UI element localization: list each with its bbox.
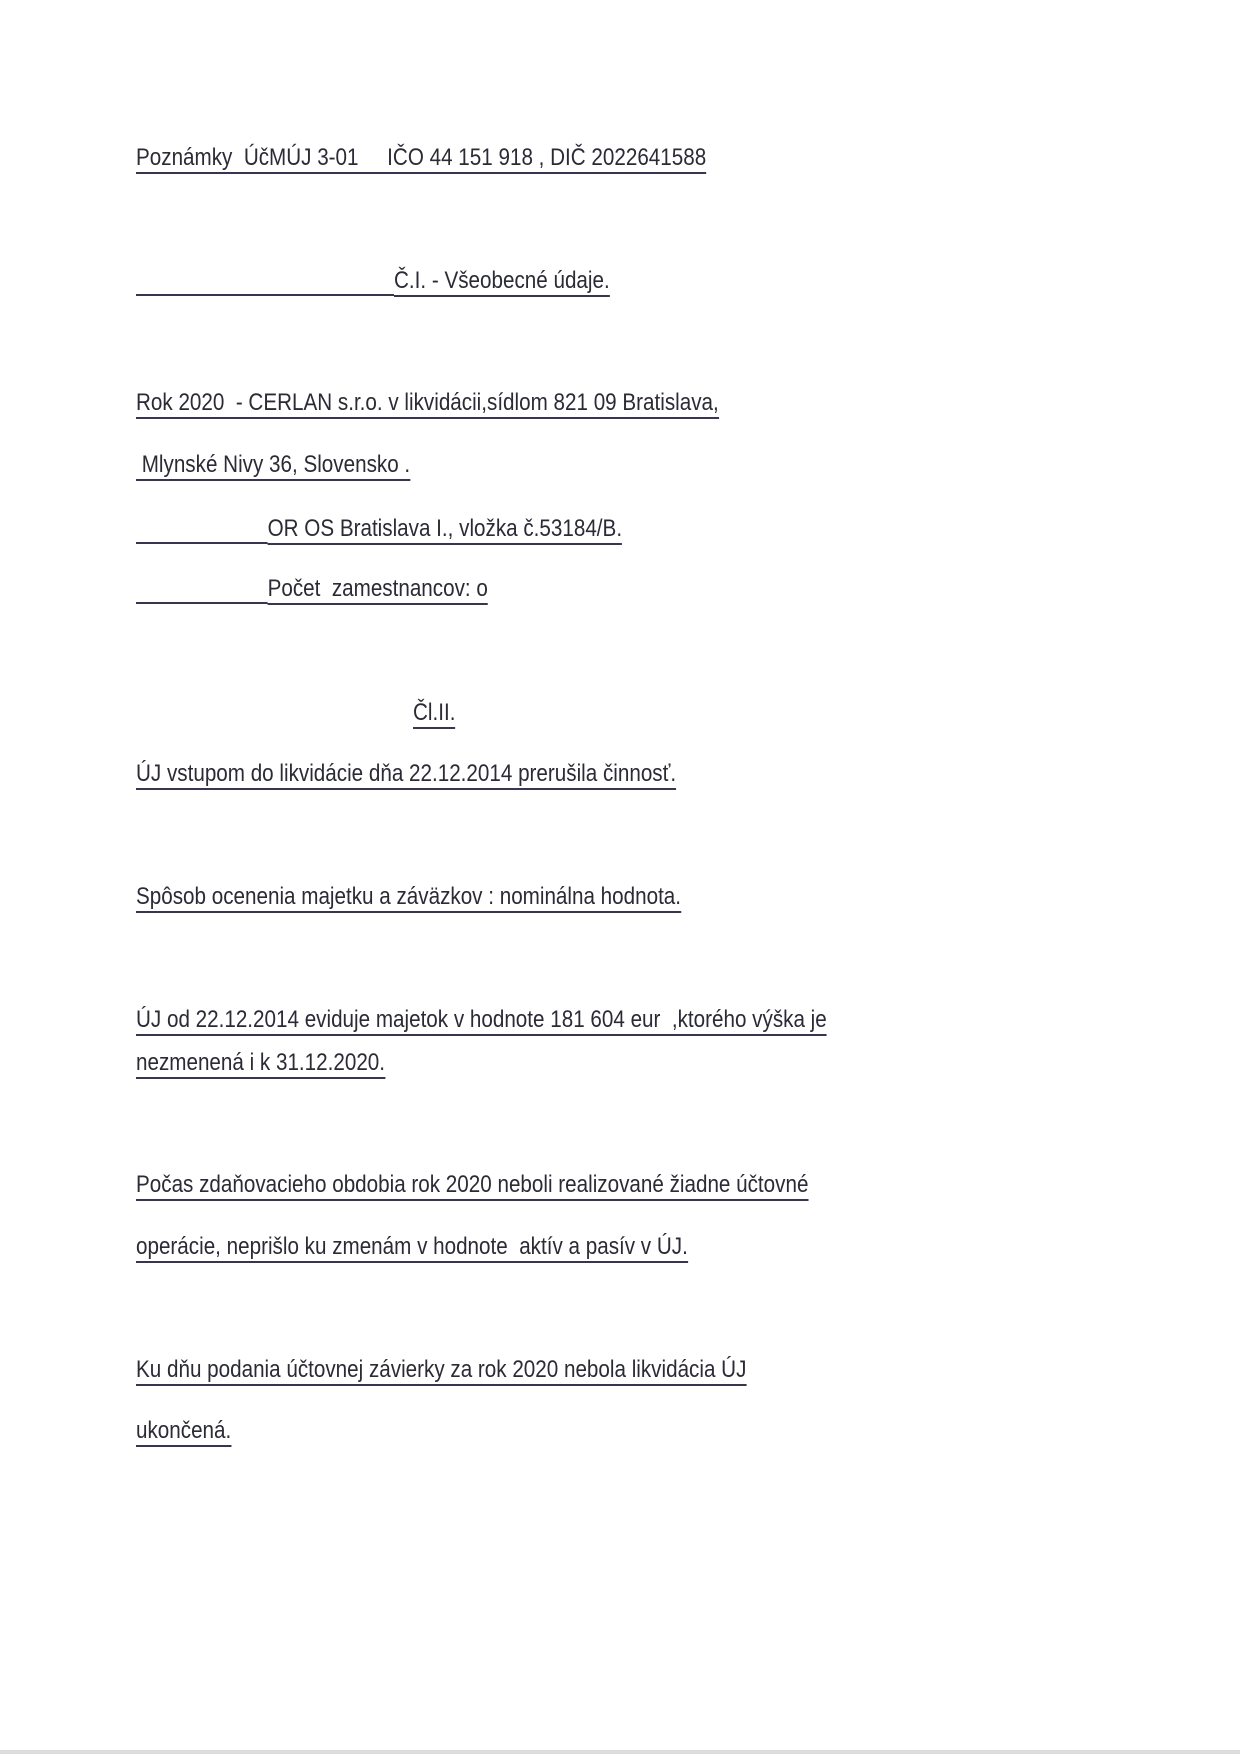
paragraph-text: ÚJ vstupom do likvidácie dňa 22.12.2014 prerušila činnosť. (136, 760, 676, 790)
paragraph-text: ÚJ od 22.12.2014 eviduje majetok v hodnote 181 604 eur ,ktorého výška je (136, 1006, 827, 1036)
paragraph-line (136, 1356, 746, 1384)
address-text-1: Rok 2020 - CERLAN s.r.o. v likvidácii,sídlom 821 09 Bratislava, (136, 389, 719, 419)
header-text: Poznámky ÚčMÚJ 3-01 IČO 44 151 918 , DIČ 2022641588 (136, 144, 706, 174)
paragraph-text: Ku dňu podania účtovnej závierky za rok 2020 nebola likvidácia ÚJ (136, 1356, 746, 1386)
section2-title-text: Čl.II. (413, 699, 455, 729)
paragraph-line (136, 1006, 827, 1034)
underline-gap (136, 518, 268, 544)
paragraph-line (136, 1233, 688, 1261)
paragraph-text: Počas zdaňovacieho obdobia rok 2020 neboli realizované žiadne účtovné (136, 1171, 808, 1201)
paragraph-text: Spôsob ocenenia majetku a záväzkov : nominálna hodnota. (136, 883, 681, 913)
paragraph-text: nezmenená i k 31.12.2020. (136, 1049, 385, 1079)
paragraph-line (136, 1417, 231, 1445)
underline-gap (136, 270, 394, 296)
employees-text: Počet zamestnancov: o (268, 575, 488, 605)
registry-text: OR OS Bratislava I., vložka č.53184/B. (268, 515, 622, 545)
header-line (136, 144, 706, 172)
section1-title-text: Č.I. - Všeobecné údaje. (394, 267, 610, 297)
section1-title (136, 267, 610, 296)
paragraph-text: ukončená. (136, 1417, 231, 1447)
address-line-2 (136, 451, 410, 479)
paragraph-line (136, 760, 676, 788)
paragraph-text: operácie, neprišlo ku zmenám v hodnote aktív a pasív v ÚJ. (136, 1233, 688, 1263)
underline-gap (136, 578, 268, 604)
paragraph-line (136, 883, 681, 911)
address-line-1 (136, 389, 719, 417)
paragraph-line (136, 1171, 808, 1199)
paragraph-line (136, 1049, 385, 1077)
registry-line (136, 515, 622, 544)
address-text-2: Mlynské Nivy 36, Slovensko . (136, 451, 410, 481)
section2-title (413, 699, 455, 727)
scan-edge (0, 1750, 1240, 1754)
employees-line (136, 575, 488, 604)
